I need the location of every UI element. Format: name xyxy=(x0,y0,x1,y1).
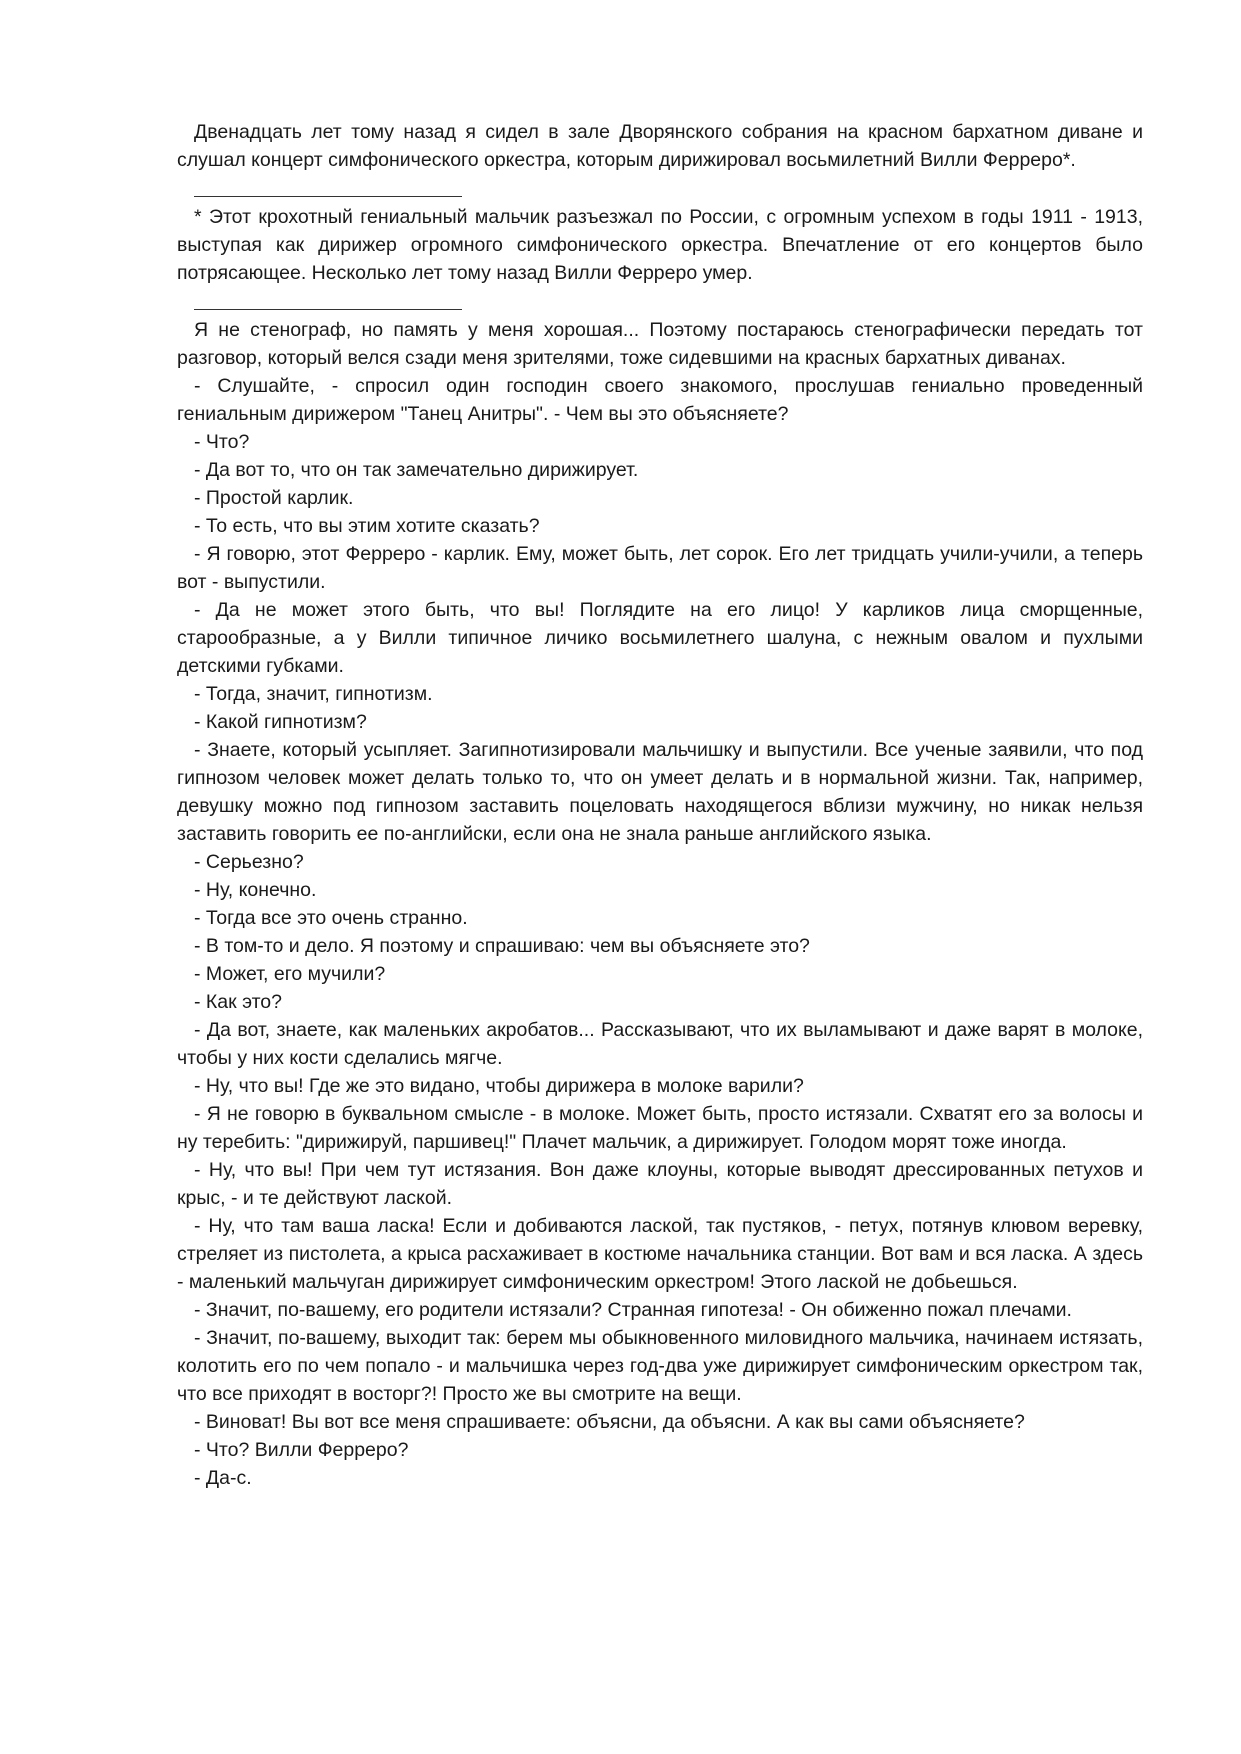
text-paragraph: - Ну, что там ваша ласка! Если и добиваются лаской, так пустяков, - петух, потянув клювом веревку, стреляет из пистолета, а крыса расхаживает в костюме начальника станции. Вот вам и вся ласка. А здесь - маленький мальчуган дирижирует симфоническим оркестром! Этого лаской не добьешься. xyxy=(177,1215,1143,1293)
footnote-paragraph: * Этот крохотный гениальный мальчик разъезжал по России, с огромным успехом в годы 1911 - 1913, выступая как дирижер огромного симфонического оркестра. Впечатление от его концертов было потрясающее. Несколько лет тому назад Вилли Ферреро умер. xyxy=(177,206,1143,284)
text-paragraph: - Что? xyxy=(194,431,250,453)
footnote-separator-top xyxy=(194,184,462,197)
text-paragraph: - Да-с. xyxy=(194,1467,252,1489)
text-paragraph: - Да не может этого быть, что вы! Поглядите на его лицо! У карликов лица сморщенные, старообразные, а у Вилли типичное личико восьмилетнего шалуна, с нежным овалом и пухлыми детскими губками. xyxy=(177,599,1143,677)
text-paragraph: - В том-то и дело. Я поэтому и спрашиваю: чем вы объясняете это? xyxy=(194,935,810,957)
text-paragraph: - Тогда все это очень странно. xyxy=(194,907,468,929)
text-paragraph: - Что? Вилли Ферреро? xyxy=(194,1439,409,1461)
text-paragraph: - Ну, что вы! Где же это видано, чтобы дирижера в молоке варили? xyxy=(194,1075,804,1097)
text-paragraph: - Знаете, который усыпляет. Загипнотизировали мальчишку и выпустили. Все ученые заявили, что под гипнозом человек может делать только то, что он умеет делать и в нормальной жизни. Так, например, девушку можно под гипнозом заставить поцеловать находящегося вблизи мужчину, но никак нельзя заставить говорить ее по-английски, если она не знала раньше английского языка. xyxy=(177,739,1143,845)
text-paragraph: - Может, его мучили? xyxy=(194,963,386,985)
text-paragraph: - Да вот то, что он так замечательно дирижирует. xyxy=(194,459,639,481)
text-paragraph: - Тогда, значит, гипнотизм. xyxy=(194,683,433,705)
text-paragraph: - Виноват! Вы вот все меня спрашиваете: объясни, да объясни. А как вы сами объясняете? xyxy=(194,1411,1025,1433)
text-paragraph: - Я говорю, этот Ферреро - карлик. Ему, может быть, лет сорок. Его лет тридцать учили-учили, а теперь вот - выпустили. xyxy=(177,543,1143,593)
text-paragraph: - Да вот, знаете, как маленьких акробатов... Рассказывают, что их выламывают и даже варят в молоке, чтобы у них кости сделались мягче. xyxy=(177,1019,1143,1069)
text-paragraph: - Ну, конечно. xyxy=(194,879,317,901)
text-paragraph: - Слушайте, - спросил один господин своего знакомого, прослушав гениально проведенный гениальным дирижером "Танец Анитры". - Чем вы это объясняете? xyxy=(177,375,1143,425)
text-paragraph: Я не стенограф, но память у меня хорошая... Поэтому постараюсь стенографически передать тот разговор, который велся сзади меня зрителями, тоже сидевшими на красных бархатных диванах. xyxy=(177,319,1143,369)
text-paragraph: - Как это? xyxy=(194,991,282,1013)
footnote-separator-bottom xyxy=(194,297,462,310)
text-paragraph: - Значит, по-вашему, выходит так: берем мы обыкновенного миловидного мальчика, начинаем истязать, колотить его по чем попало - и мальчишка через год-два уже дирижирует симфоническим оркестром так, что все приходят в восторг?! Просто же вы смотрите на вещи. xyxy=(177,1327,1143,1405)
intro-paragraph: Двенадцать лет тому назад я сидел в зале Дворянского собрания на красном бархатном диване и слушал концерт симфонического оркестра, которым дирижировал восьмилетний Вилли Ферреро*. xyxy=(177,121,1143,171)
text-paragraph: - Какой гипнотизм? xyxy=(194,711,367,733)
text-paragraph: - Я не говорю в буквальном смысле - в молоке. Может быть, просто истязали. Схватят его за волосы и ну теребить: "дирижируй, паршивец!" Плачет мальчик, а дирижирует. Голодом морят тоже иногда. xyxy=(177,1103,1143,1153)
document-page xyxy=(177,118,1143,1492)
body-text xyxy=(177,316,1143,1492)
text-paragraph: - Серьезно? xyxy=(194,851,304,873)
text-paragraph: - То есть, что вы этим хотите сказать? xyxy=(194,515,540,537)
text-paragraph: - Значит, по-вашему, его родители истязали? Странная гипотеза! - Он обиженно пожал плечами. xyxy=(194,1299,1072,1321)
text-paragraph: - Простой карлик. xyxy=(194,487,354,509)
text-paragraph: - Ну, что вы! При чем тут истязания. Вон даже клоуны, которые выводят дрессированных петухов и крыс, - и те действуют лаской. xyxy=(177,1159,1143,1209)
